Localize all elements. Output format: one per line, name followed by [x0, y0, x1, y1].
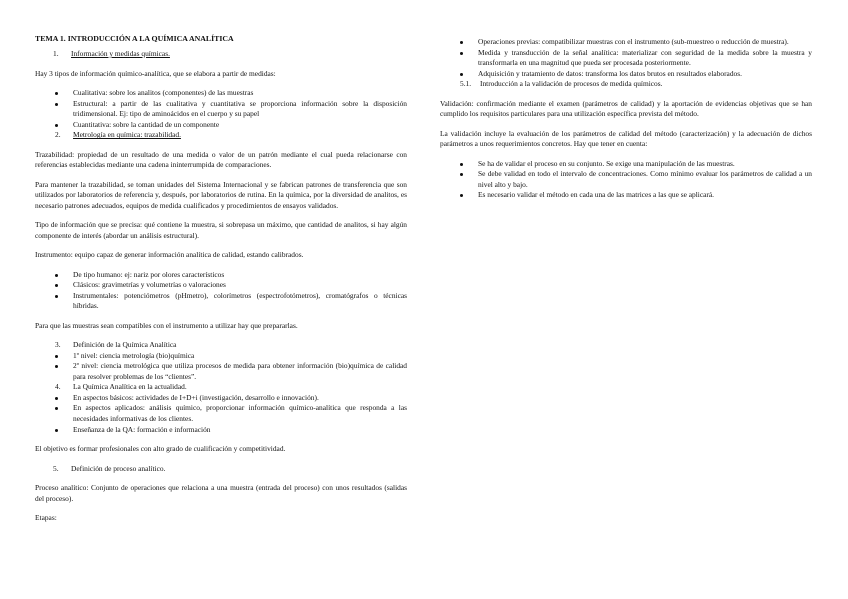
list-item: Se debe validad en todo el intervalo de concentraciones. Como mínimo evaluar los parámetros de calidad a un nivel alto y bajo. — [440, 169, 812, 190]
paragraph: Para que las muestras sean compatibles con el instrumento a utilizar hay que prepararlas. — [35, 320, 298, 330]
sections-3-4-list — [35, 340, 407, 435]
list-item: De tipo humano: ej: nariz por olores característicos — [35, 270, 407, 281]
paragraph: Hay 3 tipos de información químico-analítica, que se elabora a partir de medidas: — [35, 68, 276, 78]
validation-list — [440, 159, 812, 201]
list-item: En aspectos básicos: actividades de I+D+i (investigación, desarrollo e innovación). — [35, 393, 407, 404]
paragraph: La validación incluye la evaluación de los parámetros de calidad del método (caracterización) y la adecuación de dichos parámetros a unos requerimientos concretos. Hay que tener en cuenta: — [440, 128, 812, 149]
right-column — [440, 37, 812, 210]
section-5-1-heading — [440, 79, 812, 90]
instrument-types-list — [35, 270, 407, 312]
section-title: Introducción a la validación de procesos de medida químicos. — [480, 79, 663, 89]
list-item: Cuantitativa: sobre la cantidad de un componente — [35, 120, 407, 131]
section-title: Metrología en química: trazabilidad. — [73, 130, 181, 140]
list-item: Adquisición y tratamiento de datos: transforma los datos brutos en resultados elaborados. — [440, 69, 812, 80]
list-item: Operaciones previas: compatibilizar muestras con el instrumento (sub-muestreo o reducción de muestra). — [440, 37, 812, 48]
list-item: Medida y transducción de la señal analítica: materializar con seguridad de la medida sobre la muestra y transformarla en una magnitud que pueda ser procesada posteriormente. — [440, 48, 812, 69]
list-item: 1º nivel: ciencia metrología (bio)química — [35, 351, 407, 362]
section-number: 1. — [53, 49, 59, 59]
paragraph: Instrumento: equipo capaz de generar información analítica de calidad, estando calibrados. — [35, 250, 304, 260]
left-column — [35, 33, 407, 533]
section-number: 5.1. — [460, 79, 472, 89]
paragraph: Validación: confirmación mediante el examen (parámetros de calidad) y la aportación de evidencias objetivas que se han cumplido los requisitos particulares para una utilización específica prevista del método. — [440, 98, 812, 119]
list-item: Es necesario validar el método en cada una de las matrices a las que se aplicará. — [440, 190, 812, 201]
paragraph: El objetivo es formar profesionales con alto grado de cualificación y competitividad. — [35, 444, 286, 454]
paragraph: Tipo de información que se precisa: qué contiene la muestra, si sobrepasa un máximo, que cantidad de analitos, si hay algún componente de interés (abordar un análisis estructural). — [35, 220, 407, 240]
list-item: Se ha de validar el proceso en su conjunto. Se exige una manipulación de las muestras. — [440, 159, 812, 170]
list-item: Instrumentales: potenciómetros (pHmetro), colorímetros (espectrofotómetros), cromatógrafos o técnicas híbridas. — [35, 291, 407, 312]
paragraph: Para mantener la trazabilidad, se toman unidades del Sistema Internacional y se fabrican patrones de transferencia que son utilizados por laboratorios de referencia y, después, por laboratorios de rutina. En la química, por la diversidad de analitos, es necesario patrones adecuados, equipos de medida cualificados y procedimientos de ensayos validados. — [35, 179, 407, 210]
section-4-heading — [35, 382, 407, 393]
list-item: Clásicos: gravimetrías y volumetrías o valoraciones — [35, 280, 407, 291]
info-types-list — [35, 88, 407, 141]
process-stages-list — [440, 37, 812, 79]
section-number: 4. — [55, 382, 61, 392]
section-title: Información y medidas químicas. — [71, 49, 170, 59]
list-item: 2º nivel: ciencia metrológica que utiliza procesos de medida para obtener información (bio)química de calidad para resolver problemas de los “clientes”. — [35, 361, 407, 382]
section-1-heading — [35, 49, 407, 60]
list-item: En aspectos aplicados: análisis químico, proporcionar información químico-analítica que responda a las necesidades informativas de los clientes. — [35, 403, 407, 424]
paragraph: Trazabilidad: propiedad de un resultado de una medida o valor de un patrón mediante el cual pueda relacionarse con referencias establecidas mediante una cadena ininterrumpida de comparaciones. — [35, 149, 407, 170]
section-2-heading — [35, 130, 407, 141]
section-number: 5. — [53, 463, 59, 473]
section-title: La Química Analítica en la actualidad. — [73, 382, 187, 392]
list-item: Cualitativa: sobre los analitos (componentes) de las muestras — [35, 88, 407, 99]
paragraph: Etapas: — [35, 513, 57, 523]
section-number: 3. — [55, 340, 61, 350]
list-item: Enseñanza de la QA: formación e información — [35, 425, 407, 436]
section-3-heading — [35, 340, 407, 351]
section-5-heading — [35, 464, 407, 475]
section-title: Definición de la Química Analítica — [73, 340, 177, 350]
page-title: TEMA 1. INTRODUCCIÓN A LA QUÍMICA ANALÍTICA — [35, 34, 234, 43]
section-number: 2. — [55, 130, 61, 140]
list-item: Estructural: a partir de las cualitativa y cuantitativa se proporciona información sobre la disposición tridimensional. Ej: tipo de aminoácidos en el cuerpo y su papel — [35, 99, 407, 120]
paragraph: Proceso analítico: Conjunto de operaciones que relaciona a una muestra (entrada del proceso) con unos resultados (salidas del proceso). — [35, 483, 407, 503]
section-title: Definición de proceso analítico. — [71, 463, 166, 473]
